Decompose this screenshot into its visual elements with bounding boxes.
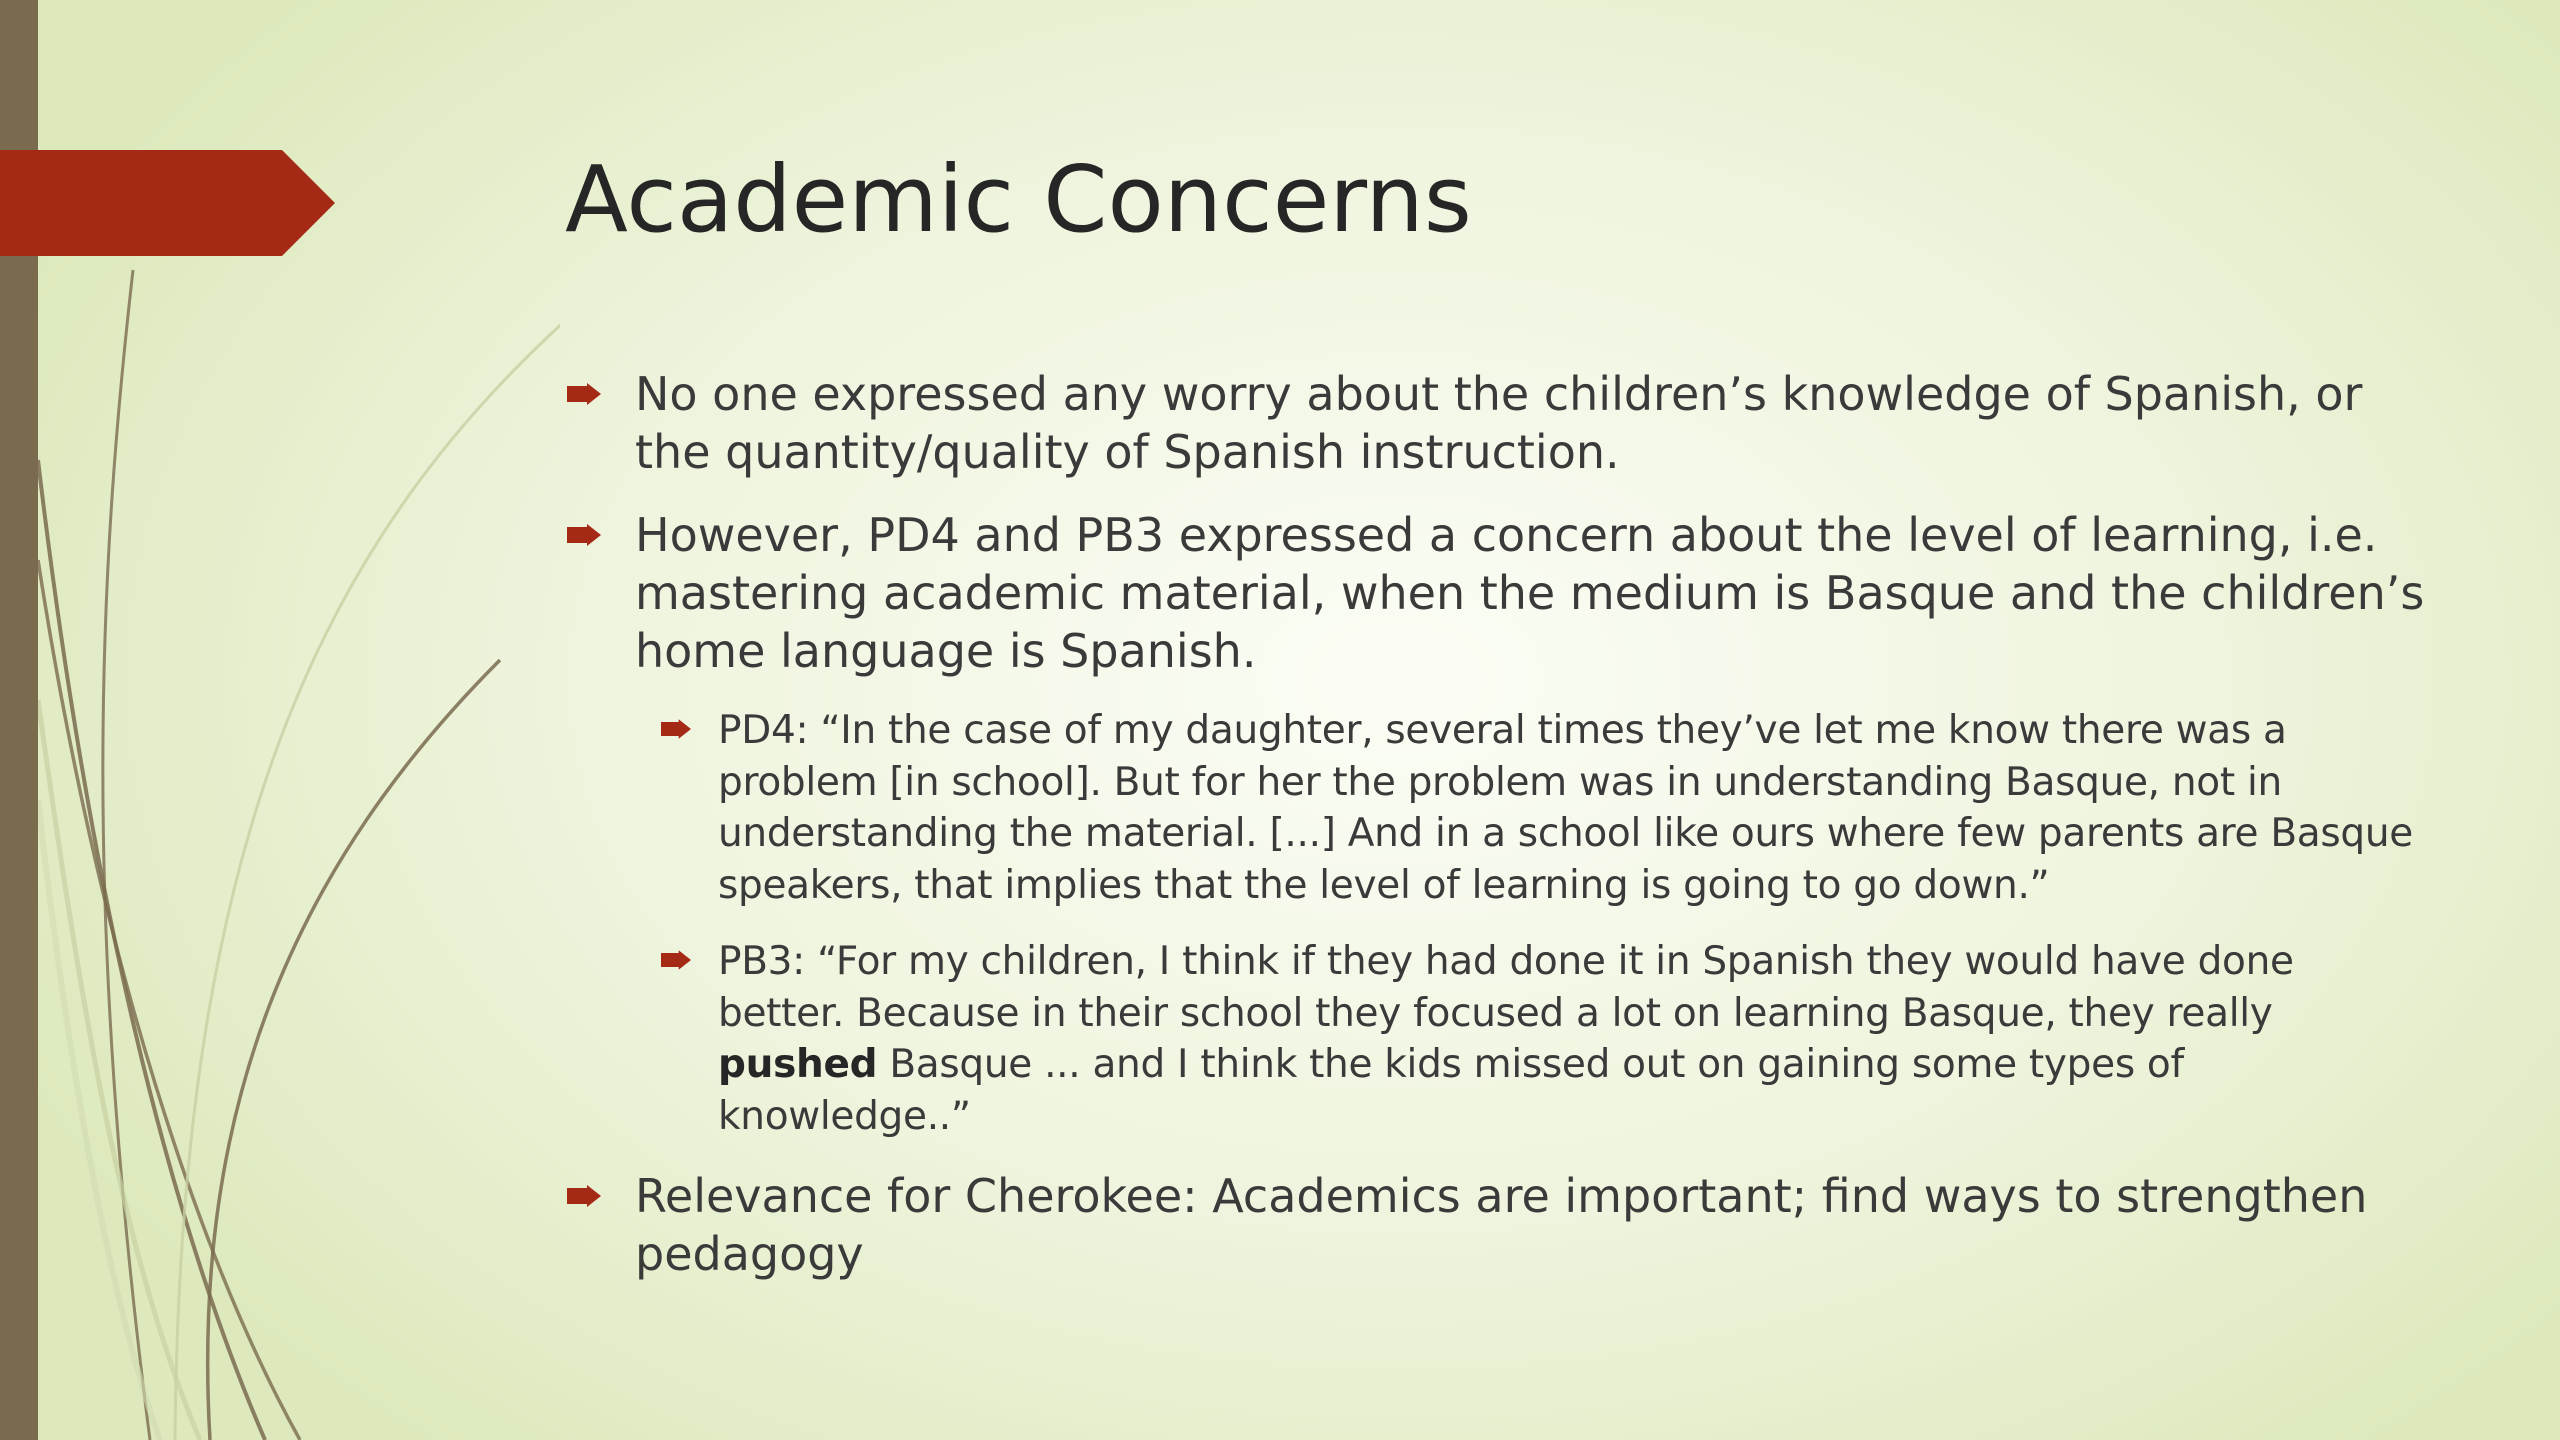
bullet-list (565, 365, 2425, 1308)
bullet-item (565, 1167, 2425, 1283)
bullet-text: No one expressed any worry about the children’s knowledge of Spanish, or the quantity/quality of Spanish instruction. (635, 367, 2363, 479)
arrow-bullet-icon (661, 719, 691, 739)
slide-title: Academic Concerns (565, 146, 1472, 253)
sub-bullet-text: PD4: “In the case of my daughter, several times they’ve let me know there was a problem [in school]. But for her the problem was in understanding Basque, not in understanding the material. [...] And in a school like ours where few parents are Basque speakers, that implies that the level of learning is going to go down.” (718, 708, 2413, 908)
sub-bullet-text-after: Basque ... and I think the kids missed out on gaining some types of knowledge..” (718, 1042, 2184, 1139)
arrow-bullet-icon (661, 950, 691, 970)
bullet-item (565, 506, 2425, 680)
emphasized-word: pushed (718, 1042, 878, 1087)
bullet-item (565, 365, 2425, 481)
arrow-bullet-icon (567, 383, 601, 405)
arrow-bullet-icon (567, 1185, 601, 1207)
sub-bullet-item (565, 936, 2425, 1142)
sub-bullet-text-before: PB3: “For my children, I think if they had done it in Spanish they would have done better. Because in their school they focused a lot on learning Basque, they really (718, 939, 2294, 1036)
bullet-text: However, PD4 and PB3 expressed a concern about the level of learning, i.e. mastering academic material, when the medium is Basque and the children’s home language is Spanish. (635, 508, 2425, 678)
arrow-bullet-icon (567, 524, 601, 546)
bullet-text: Relevance for Cherokee: Academics are important; find ways to strengthen pedagogy (635, 1169, 2368, 1281)
sub-bullet-item (565, 705, 2425, 911)
title-arrow-tab (0, 150, 335, 256)
